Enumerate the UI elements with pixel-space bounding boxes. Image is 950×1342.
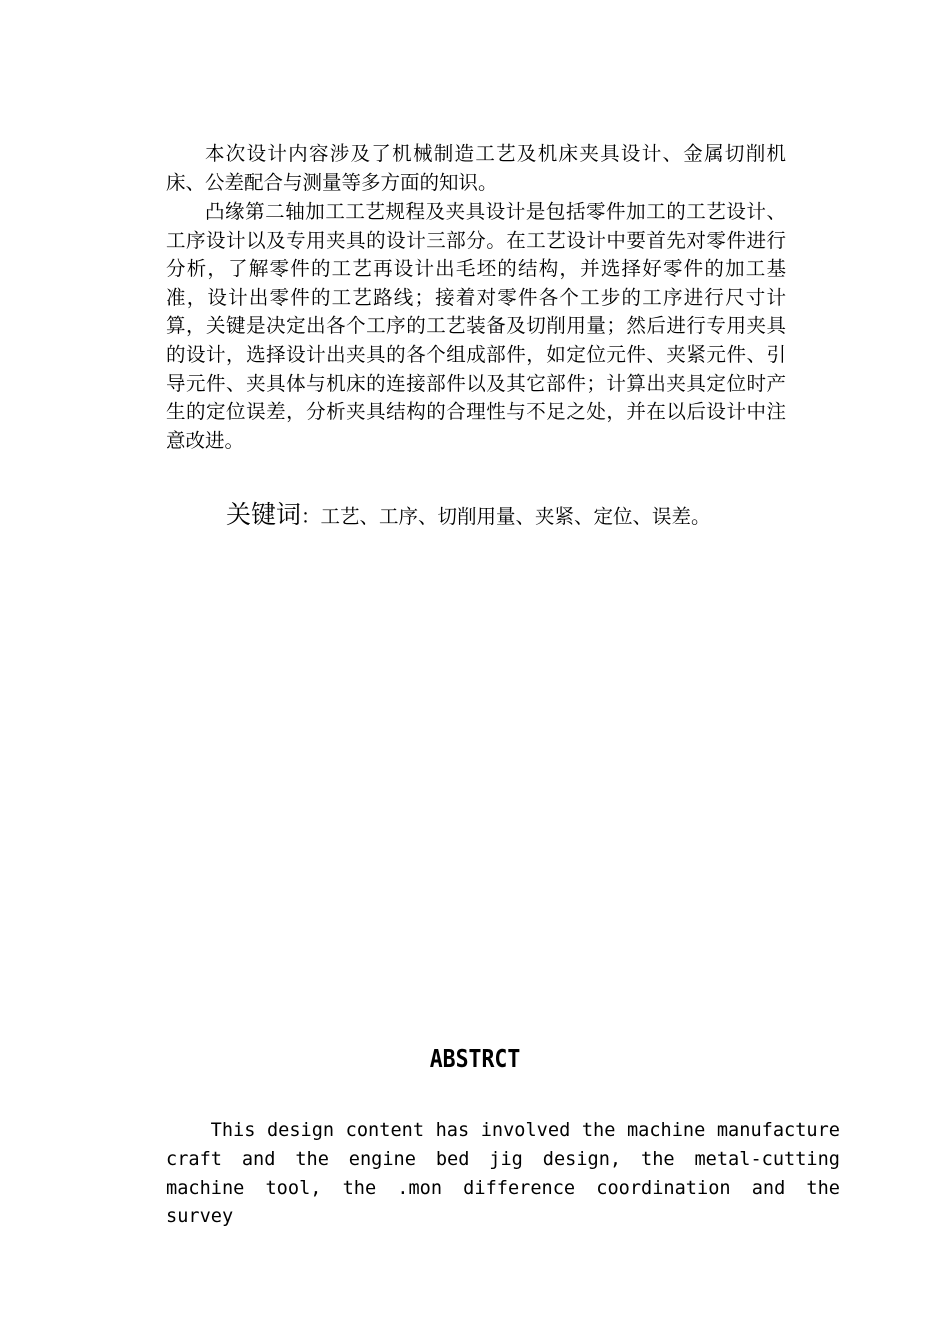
keywords-label: 关键词 [226, 500, 302, 529]
keywords-line [226, 497, 711, 536]
chinese-abstract-paragraph-1: 本次设计内容涉及了机械制造工艺及机床夹具设计、金属切削机床、公差配合与测量等多方面的知识。 [166, 142, 786, 194]
english-abstract-paragraph: This design content has involved the machine manufacture craft and the engine bed jig design, the metal-cutting machine tool, the .mon difference coordination and the survey [166, 1120, 840, 1228]
keywords-separator: ： [301, 505, 321, 528]
abstract-heading: ABSTRCT [429, 1044, 521, 1073]
keywords-value: 工艺、工序、切削用量、夹紧、定位、误差。 [320, 505, 711, 528]
chinese-abstract-paragraph-2: 凸缘第二轴加工工艺规程及夹具设计是包括零件加工的工艺设计、工序设计以及专用夹具的设计三部分。在工艺设计中要首先对零件进行分析，了解零件的工艺再设计出毛坯的结构，并选择好零件的加工基准，设计出零件的工艺路线；接着对零件各个工步的工序进行尺寸计算，关键是决定出各个工序的工艺装备及切削用量；然后进行专用夹具的设计，选择设计出夹具的各个组成部件，如定位元件、夹紧元件、引导元件、夹具体与机床的连接部件以及其它部件；计算出夹具定位时产生的定位误差，分析夹具结构的合理性与不足之处，并在以后设计中注意改进。 [166, 200, 786, 452]
